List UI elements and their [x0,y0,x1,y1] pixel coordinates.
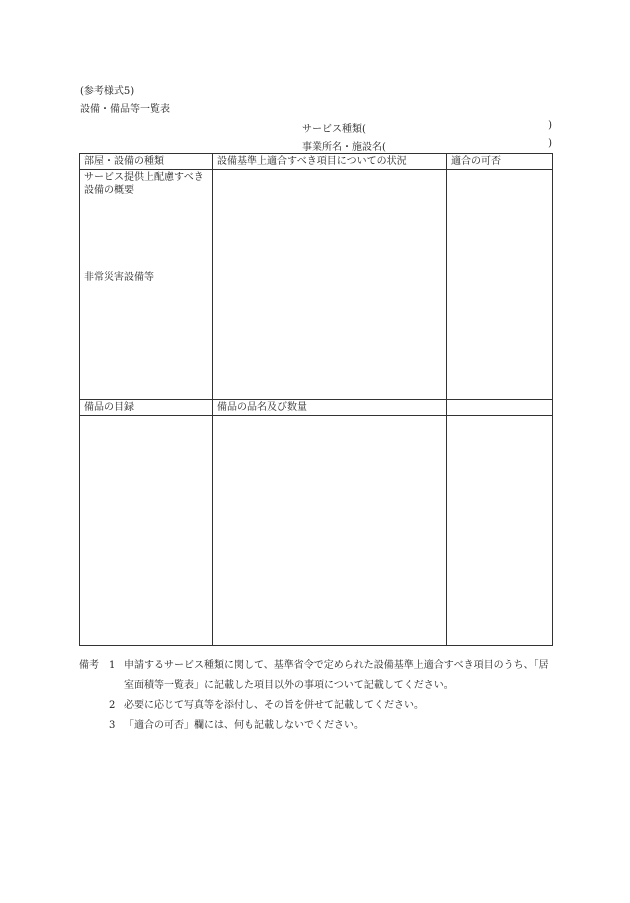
facility-overview-label-line2: 設備の概要 [84,185,134,196]
note-number: 2 [109,700,116,711]
facility-name-field [302,138,552,152]
note-number: 1 [109,660,116,671]
header-item-name-quantity: 備品の品名及び数量 [213,400,447,416]
header-compliance-status: 設備基準上適合すべき項目についての状況 [213,154,447,170]
note-text-line2: 室面積等一覧表」に記載した項目以外の事項について記載してください。 [124,680,454,691]
note-number: 3 [109,720,116,731]
note-text-line1: 申請するサービス種類に関して、基準省令で定められた設備基準上適合すべき項目のうち、「居 [124,660,549,671]
section2-header-row [80,400,553,416]
form-label: (参考様式5) [80,86,135,97]
section1-body-row [80,170,553,400]
note-item-3 [79,716,557,736]
item-name-quantity-input-cell[interactable] [213,416,447,646]
equipment-table [79,153,553,646]
header-blank [447,400,553,416]
inventory-input-cell[interactable] [80,416,213,646]
note-text-line1: 「適合の可否」欄には、何も記載しないでください。 [124,720,364,731]
facility-name-close-paren: ) [548,138,552,149]
section2-body-row [80,416,553,646]
note-text-line1: 必要に応じて写真等を添付し、その旨を併せて記載してください。 [124,700,424,711]
notes-heading: 備考 [79,660,99,671]
header-conformity: 適合の可否 [447,154,553,170]
service-type-field [302,120,552,134]
note-item-1 [79,656,557,696]
section1-header-row [80,154,553,170]
document-title: 設備・備品等一覧表 [80,104,170,115]
facility-name-label: 事業所名・施設名( [302,142,386,153]
notes-section [79,656,557,736]
compliance-status-input-cell[interactable] [213,170,447,400]
service-type-close-paren: ) [548,120,552,131]
facility-overview-cell [80,170,213,400]
section2-blank-cell [447,416,553,646]
emergency-equipment-label: 非常災害設備等 [84,272,154,283]
conformity-input-cell [447,170,553,400]
header-inventory: 備品の目録 [80,400,213,416]
note-item-2 [79,696,557,716]
header-room-equipment-type: 部屋・設備の種類 [80,154,213,170]
service-type-label: サービス種類( [302,124,366,135]
facility-overview-label-line1: サービス提供上配慮すべき [84,172,204,183]
